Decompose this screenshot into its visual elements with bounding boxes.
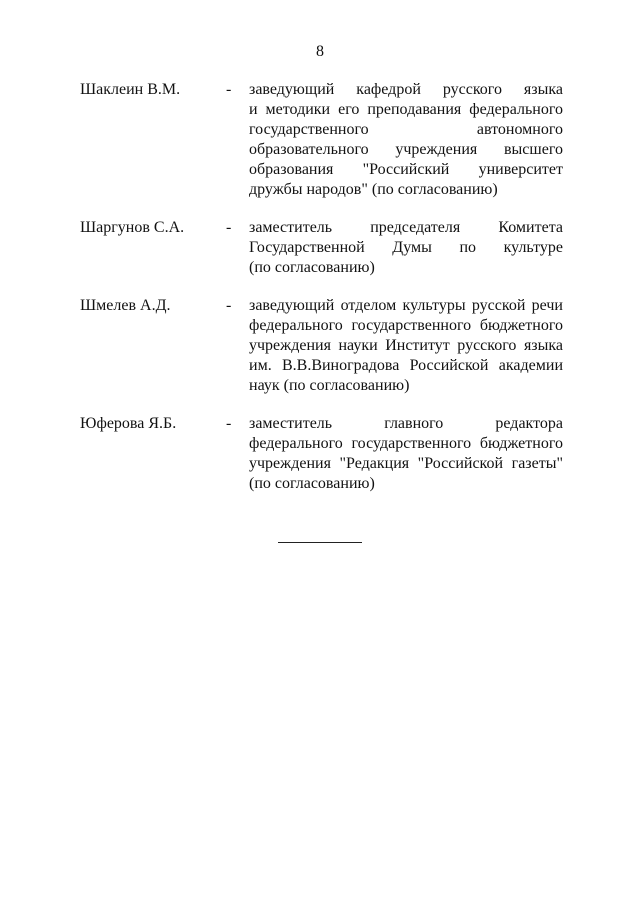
position-line: дружбы народов" (по согласованию): [249, 181, 498, 198]
position-line: образования "Российский университет: [249, 161, 563, 178]
position-line: федерального государственного бюджетного: [249, 435, 563, 452]
member-name: Шаклеин В.М.: [80, 81, 181, 98]
position-line: учреждения "Редакция "Российской газеты": [249, 455, 563, 472]
position-line: заместитель главного редактора: [249, 415, 563, 432]
member-position: [249, 414, 563, 494]
position-line: (по согласованию): [249, 475, 375, 492]
member-position: [249, 296, 563, 396]
end-of-document-rule: [278, 542, 362, 543]
position-line: учреждения науки Институт русского языка: [249, 337, 563, 354]
member-entry-yuferova: [0, 414, 640, 494]
position-line: Государственной Думы по культуре: [249, 239, 563, 256]
position-line: федерального государственного бюджетного: [249, 317, 563, 334]
position-line: заведующий отделом культуры русской речи: [249, 297, 563, 314]
member-position: [249, 218, 563, 278]
position-line: заместитель председателя Комитета: [249, 219, 563, 236]
position-line: наук (по согласованию): [249, 377, 410, 394]
position-line: образовательного учреждения высшего: [249, 141, 563, 158]
dash-separator: -: [226, 81, 232, 98]
dash-separator: -: [226, 415, 232, 432]
member-position: [249, 80, 563, 200]
position-line: и методики его преподавания федерального: [249, 101, 563, 118]
member-entry-shmelev: [0, 296, 640, 396]
member-name: Шмелев А.Д.: [80, 297, 171, 314]
member-name: Шаргунов С.А.: [80, 219, 185, 236]
member-entry-shaklein: [0, 80, 640, 200]
position-line: заведующий кафедрой русского языка: [249, 81, 563, 98]
member-entry-shargunov: [0, 218, 640, 278]
member-name: Юферова Я.Б.: [80, 415, 177, 432]
page-number: 8: [316, 43, 324, 60]
member-list: [0, 80, 640, 494]
position-line: (по согласованию): [249, 259, 375, 276]
position-line: государственного автономного: [249, 121, 563, 138]
dash-separator: -: [226, 297, 232, 314]
position-line: им. В.В.Виноградова Российской академии: [249, 357, 563, 374]
dash-separator: -: [226, 219, 232, 236]
